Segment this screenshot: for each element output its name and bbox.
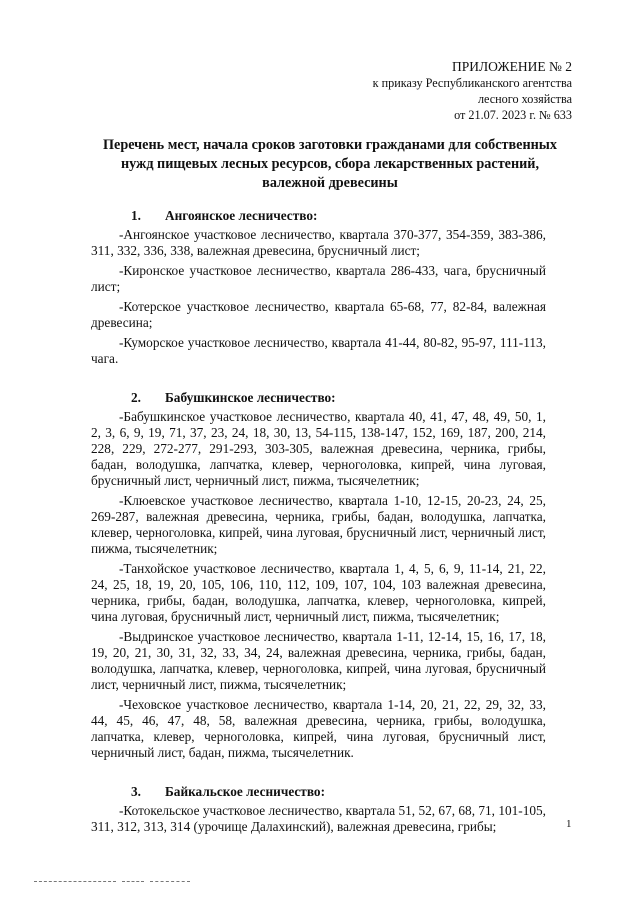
list-item: -Чеховское участковое лесничество, квартала 1-14, 20, 21, 22, 29, 32, 33, 44, 45, 46, 47, 48, 58, валежная древесина, черника, грибы, володушка, лапчатка, клевер, черноголовка, кипрей, чина луговая, брусничный лист, черничный лист, бадан, пижма, тысячелетник.: [91, 697, 546, 760]
section-angoyanskoe: [91, 208, 546, 367]
list-item: -Клюевское участковое лесничество, квартала 1-10, 12-15, 20-23, 24, 25, 269-287, валежная древесина, черника, грибы, бадан, володушка, лапчатка, клевер, черноголовка, кипрей, чина луговая, брусничный лист, черничный лист, пижма, тысячелетник;: [91, 493, 546, 556]
appendix-order-line: к приказу Республиканского агентства: [372, 76, 572, 90]
list-item: -Танхойское участковое лесничество, квартала 1, 4, 5, 6, 9, 11-14, 21, 22, 24, 25, 18, 19, 20, 105, 106, 110, 112, 109, 107, 104, 103 валежная древесина, черника, грибы, бадан, володушка, лапчатка, клевер, черноголовка, кипрей, чина луговая, брусничный лист, черничный лист, пижма, тысячелетник;: [91, 561, 546, 624]
section-babushkinskoe: [91, 390, 546, 761]
appendix-title: ПРИЛОЖЕНИЕ № 2: [451, 59, 572, 74]
list-item: -Котерское участковое лесничество, квартала 65-68, 77, 82-84, валежная древесина;: [91, 299, 546, 330]
section-baikalskoe: [91, 784, 546, 835]
list-item: -Котокельское участковое лесничество, квартала 51, 52, 67, 68, 71, 101-105, 311, 312, 313, 314 (урочище Далахинский), валежная древесина, грибы;: [91, 803, 546, 834]
list-item: -Бабушкинское участковое лесничество, квартала 40, 41, 47, 48, 49, 50, 1, 2, 3, 6, 9, 19, 71, 37, 23, 24, 18, 30, 13, 54-115, 138-147, 152, 169, 187, 200, 214, 228, 229, 272-277, 291-293, 303-305, валежная древесина, черника, грибы, бадан, володушка, лапчатка, клевер, черноголовка, кипрей, чина луговая, брусничный лист, черничный лист, пижма, тысячелетник;: [91, 409, 546, 488]
section-heading: [91, 784, 546, 800]
section-heading: [91, 208, 546, 224]
footer-divider: [34, 881, 116, 882]
section-number: 3.: [131, 784, 141, 799]
document-body: [91, 208, 546, 839]
document-title: Перечень мест, начала сроков заготовки гражданами для собственных нужд пищевых лесных ресурсов, сбора лекарственных растений, валежной древесины: [103, 137, 557, 191]
section-heading: [91, 390, 546, 406]
appendix-date-line: от 21.07. 2023 г. № 633: [454, 108, 572, 122]
section-number: 1.: [131, 208, 141, 223]
list-item: -Киронское участковое лесничество, квартала 286-433, чага, брусничный лист;: [91, 263, 546, 294]
section-number: 2.: [131, 390, 141, 405]
section-title: Байкальское лесничество:: [165, 784, 325, 799]
footer-divider: [150, 881, 190, 882]
page-number: 1: [566, 818, 572, 830]
list-item: -Куморское участковое лесничество, квартала 41-44, 80-82, 95-97, 111-113, чага.: [91, 335, 546, 366]
footer-divider: [122, 881, 144, 882]
list-item: -Ангоянское участковое лесничество, квартала 370-377, 354-359, 383-386, 311, 332, 336, 338, валежная древесина, брусничный лист;: [91, 227, 546, 258]
appendix-agency-line: лесного хозяйства: [477, 92, 572, 106]
appendix-header: [312, 59, 572, 123]
list-item: -Выдринское участковое лесничество, квартала 1-11, 12-14, 15, 16, 17, 18, 19, 20, 21, 30, 31, 32, 33, 34, 24, валежная древесина, черника, грибы, бадан, володушка, лапчатка, клевер, черноголовка, кипрей, чина луговая, брусничный лист, черничный лист, пижма, тысячелетник;: [91, 629, 546, 692]
section-title: Бабушкинское лесничество:: [165, 390, 336, 405]
section-title: Ангоянское лесничество:: [165, 208, 318, 223]
